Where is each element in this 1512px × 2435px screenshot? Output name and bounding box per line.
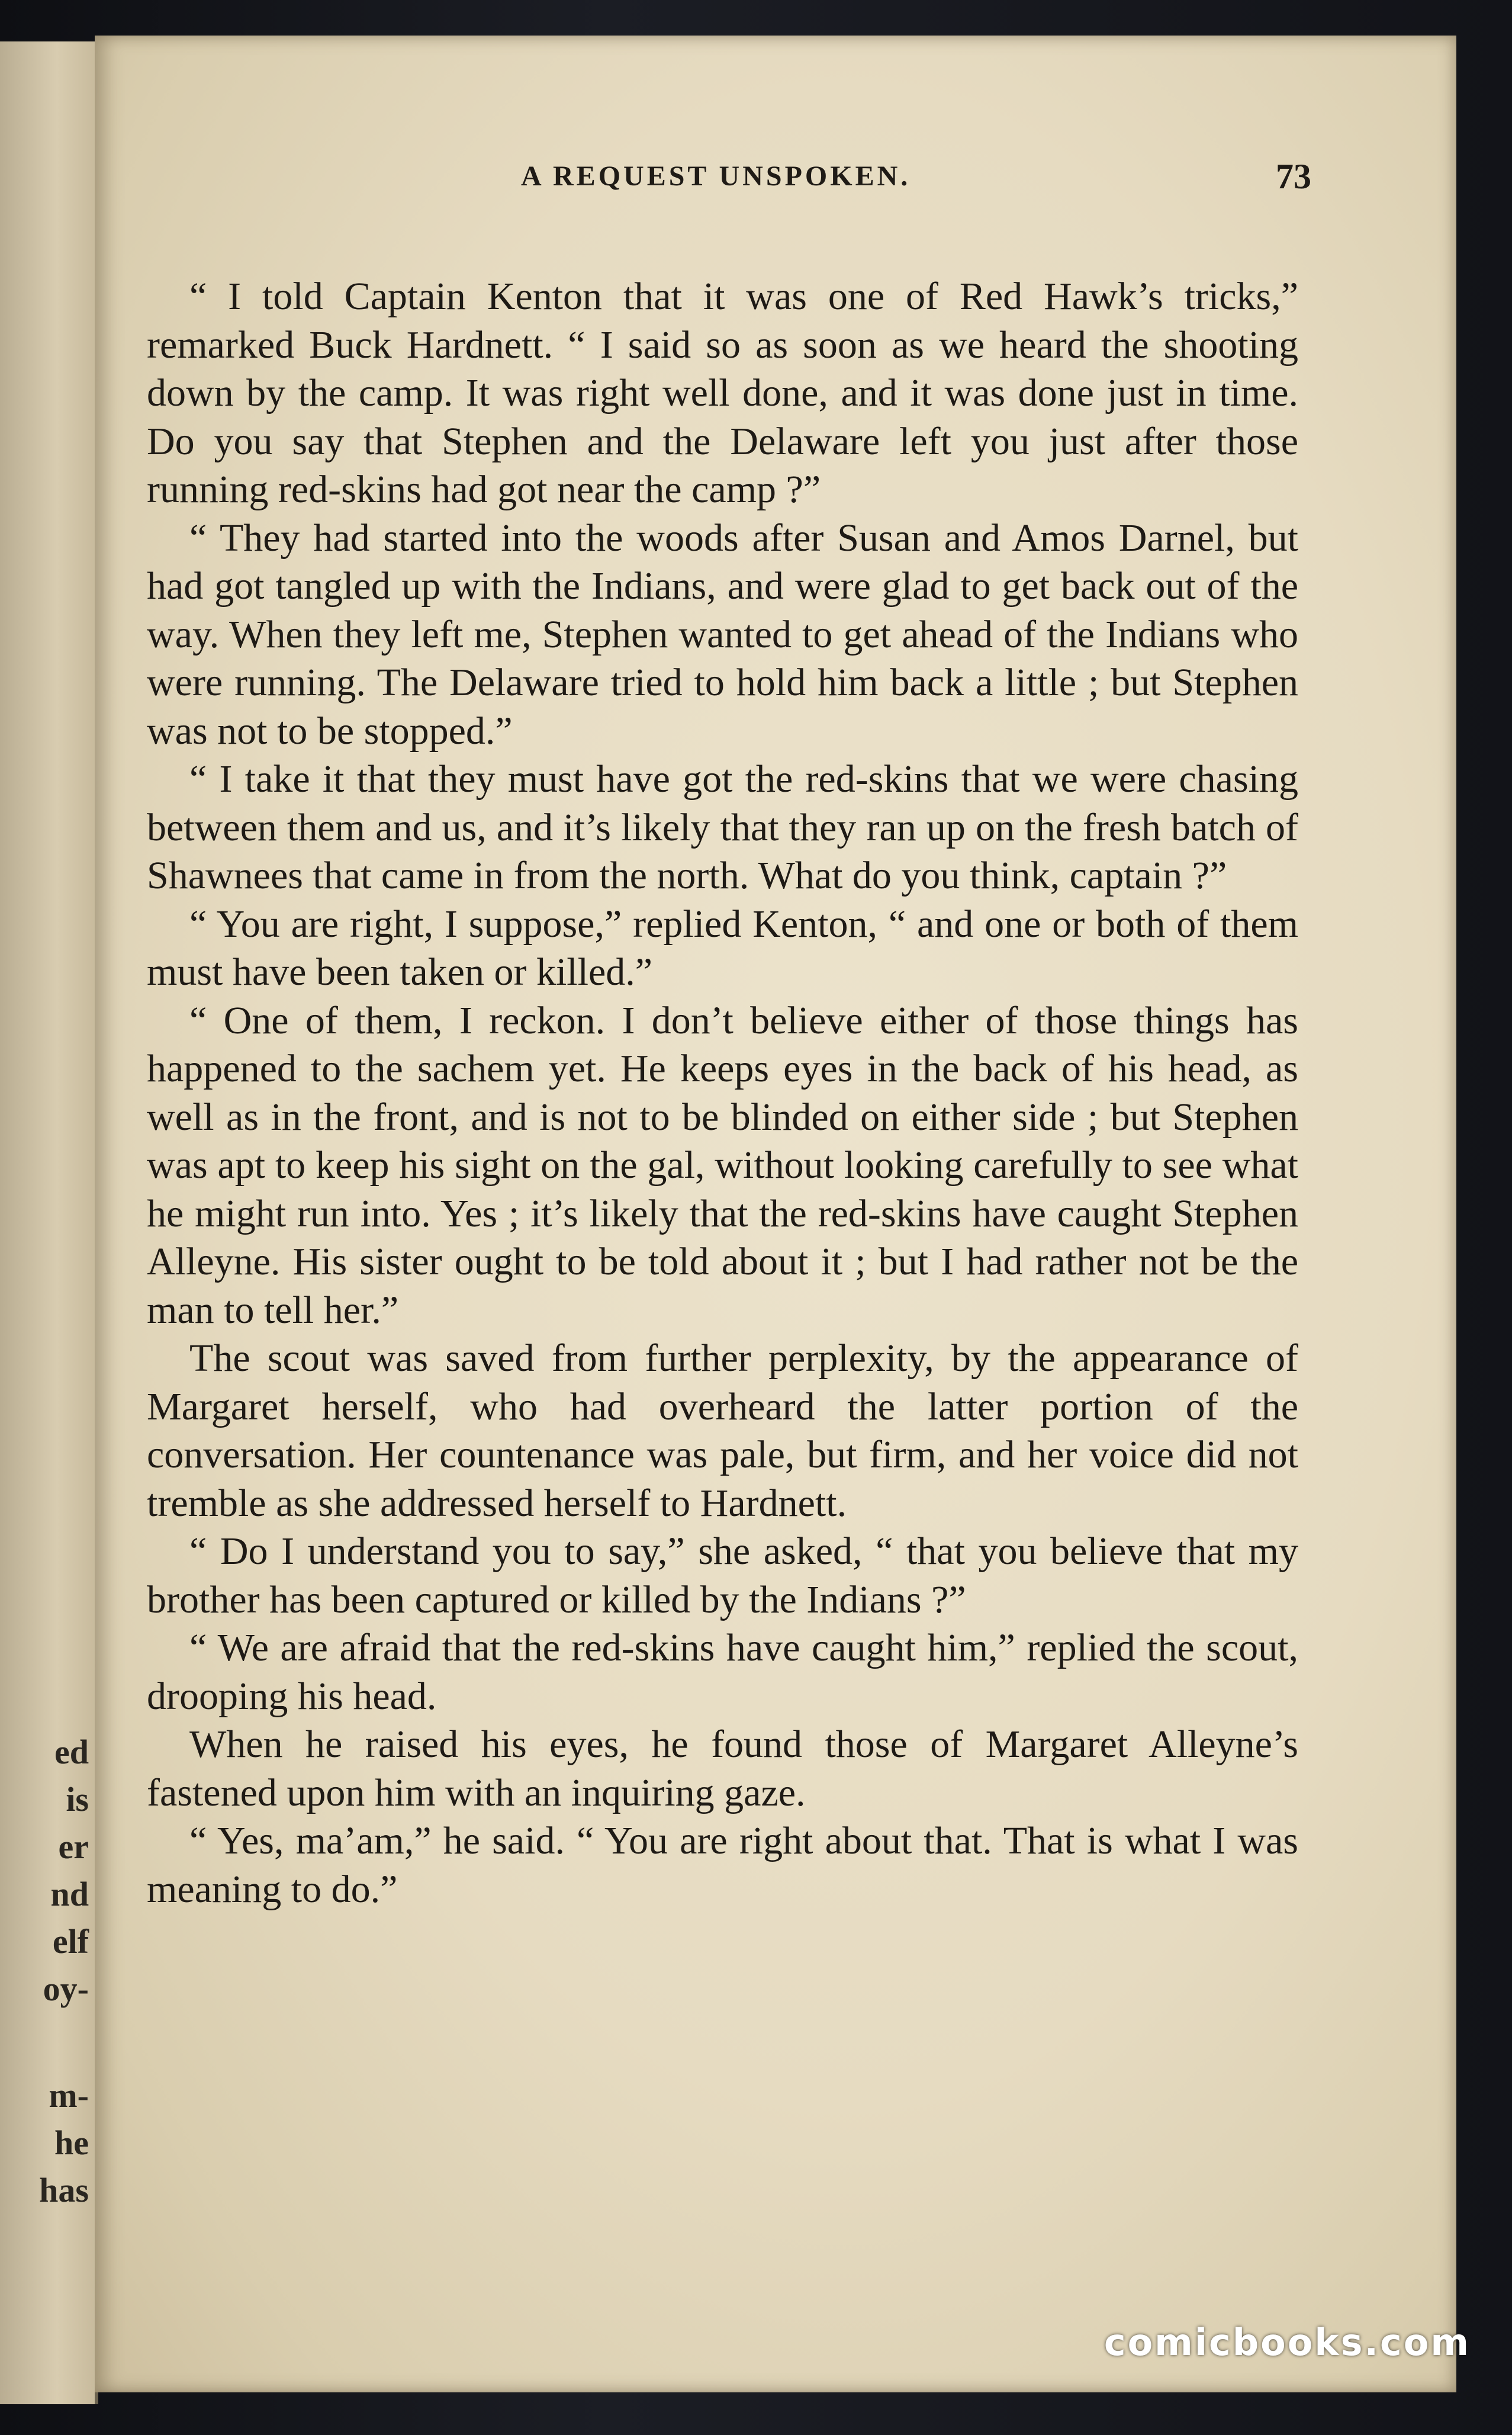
paragraph: “ You are right, I suppose,” replied Kenton, “ and one or both of them must have been taken or killed.” — [147, 902, 1298, 994]
running-title: A REQUEST UNSPOKEN. — [521, 160, 911, 192]
facing-page-edge — [0, 41, 98, 2404]
watermark: comicbooks.com — [1104, 2321, 1471, 2364]
paragraph: “ Yes, ma’am,” he said. “ You are right about that. That is what I was meaning to do.” — [147, 1819, 1298, 1911]
running-head — [95, 157, 1456, 207]
facing-page-fragment: m- — [49, 2076, 89, 2115]
book-page — [95, 36, 1456, 2392]
body-text — [147, 272, 1298, 1913]
paragraph: “ Do I understand you to say,” she asked, “ that you believe that my brother has been captured or killed by the Indians ?” — [147, 1530, 1298, 1621]
paragraph: “ One of them, I reckon. I don’t believe either of those things has happened to the sachem yet. He keeps eyes in the back of his head, as well as in the front, and is not to be blinded on either side ; but Stephen was apt to keep his sight on the gal, without looking carefully to see what he might run into. Yes ; it’s likely that the red-skins have caught Stephen Alleyne. His sister ought to be told about it ; but I had rather not be the man to tell her.” — [147, 998, 1298, 1332]
paragraph: “ We are afraid that the red-skins have caught him,” replied the scout, drooping his head. — [147, 1626, 1298, 1718]
facing-page-fragment: nd — [50, 1875, 89, 1913]
facing-page-fragment: ed — [54, 1733, 89, 1771]
facing-page-fragment: oy- — [43, 1970, 89, 2008]
paragraph: “ I told Captain Kenton that it was one of Red Hawk’s tricks,” remarked Buck Hardnett. “ I said so as soon as we heard the shooting down by the camp. It was right well done, and it was done just in time. Do you say that Stephen and the Delaware left you just after those running red-skins had got near the camp ?” — [147, 275, 1298, 511]
paragraph: When he raised his eyes, he found those of Margaret Alleyne’s fastened upon him with an inquiring gaze. — [147, 1723, 1298, 1814]
page-number: 73 — [1276, 157, 1311, 196]
paragraph: “ They had started into the woods after Susan and Amos Darnel, but had got tangled up with the Indians, and were glad to get back out of the way. When they left me, Stephen wanted to get ahead of the Indians who were running. The Delaware tried to hold him back a little ; but Stephen was not to be stopped.” — [147, 516, 1298, 753]
paragraph: The scout was saved from further perplexity, by the appearance of Margaret herself, who had overheard the latter portion of the conversation. Her countenance was pale, but firm, and her voice did not tremble as she addressed herself to Hardnett. — [147, 1337, 1298, 1525]
paragraph: “ I take it that they must have got the red-skins that we were chasing between them and us, and it’s likely that they ran up on the fresh batch of Shawnees that came in from the north. What do you think, captain ?” — [147, 757, 1298, 897]
facing-page-fragment: elf — [52, 1922, 89, 1961]
facing-page-fragment: er — [58, 1827, 89, 1866]
facing-page-fragment: he — [54, 2124, 89, 2162]
facing-page-fragment: is — [66, 1780, 89, 1819]
facing-page-fragment: has — [39, 2171, 89, 2209]
